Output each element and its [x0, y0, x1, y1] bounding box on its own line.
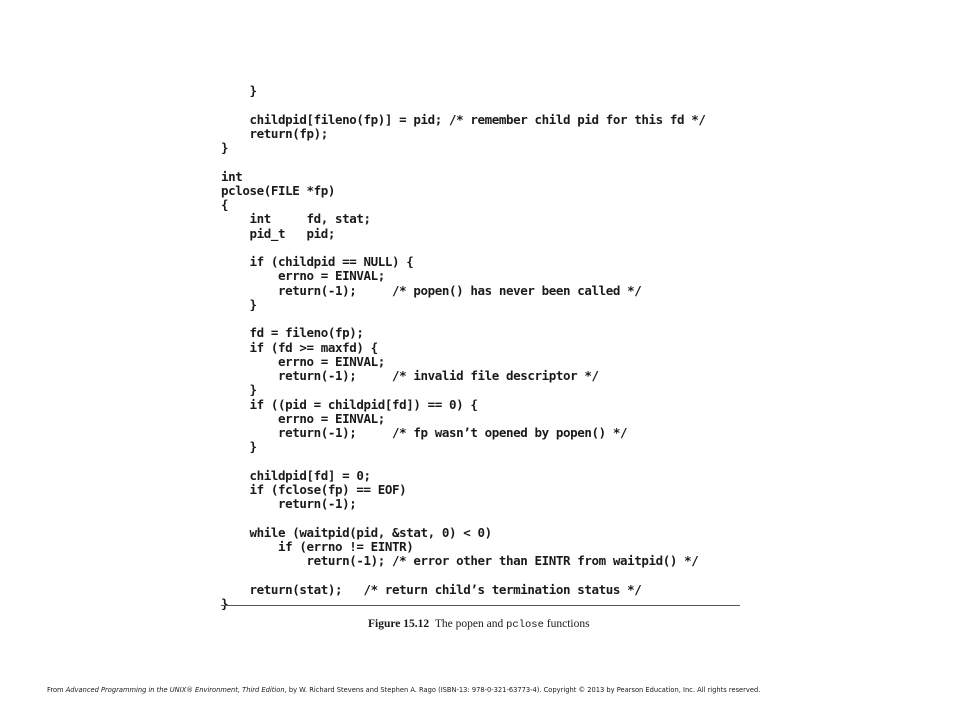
code-line: return(fp); — [221, 125, 328, 141]
code-line: pclose(FILE *fp) — [221, 182, 336, 198]
code-line: } — [221, 439, 257, 455]
code-line: return(-1); /* fp wasn’t opened by popen() */ — [221, 425, 628, 440]
code-line: } — [221, 296, 257, 312]
caption-text-before: The popen and — [434, 618, 507, 630]
code-line: childpid[fd] = 0; — [221, 467, 371, 483]
code-line: return(stat); /* return child’s termination status */ — [221, 581, 642, 597]
copyright-footer — [47, 686, 760, 694]
code-listing — [221, 84, 741, 611]
code-line: int — [221, 168, 243, 184]
code-line — [221, 98, 741, 112]
code-line: return(-1); — [221, 496, 357, 512]
code-line: fd = fileno(fp); — [221, 325, 364, 341]
code-line: childpid[fileno(fp)] = pid; /* remember child pid for this fd */ — [221, 111, 706, 127]
code-line — [221, 241, 741, 255]
code-line: if (fd >= maxfd) { — [221, 339, 378, 355]
code-line: errno = EINVAL; — [221, 353, 385, 369]
figure-divider — [221, 605, 740, 606]
code-line — [221, 512, 741, 526]
code-line: } — [221, 596, 229, 611]
code-line — [221, 312, 741, 326]
code-line: } — [221, 382, 257, 398]
code-line: errno = EINVAL; — [221, 410, 385, 426]
code-line — [221, 455, 741, 469]
caption-code-word: pclose — [506, 619, 544, 631]
code-line: { — [221, 197, 229, 212]
code-line: } — [221, 83, 257, 98]
code-line: if (childpid == NULL) { — [221, 254, 414, 269]
figure-caption — [368, 618, 590, 631]
caption-text-after: functions — [543, 618, 590, 630]
code-line: pid_t pid; — [221, 225, 336, 241]
code-line — [221, 569, 741, 583]
code-line — [221, 155, 741, 169]
footer-book-title: Advanced Programming in the UNIX® Environment, Third Edition — [65, 686, 285, 694]
code-line: return(-1); /* popen() has never been called */ — [221, 282, 642, 298]
code-line: return(-1); /* error other than EINTR from waitpid() */ — [221, 553, 699, 569]
code-line: if (fclose(fp) == EOF) — [221, 482, 407, 497]
code-line: } — [221, 140, 229, 155]
figure-number: Figure 15.12 — [368, 618, 430, 630]
code-line: return(-1); /* invalid file descriptor */ — [221, 368, 599, 383]
code-line: errno = EINVAL; — [221, 268, 385, 284]
code-line: if (errno != EINTR) — [221, 539, 414, 554]
code-line: if ((pid = childpid[fd]) == 0) { — [221, 396, 478, 412]
footer-prefix: From — [47, 686, 66, 694]
footer-rest: , by W. Richard Stevens and Stephen A. Rago (ISBN-13: 978-0-321-63773-4). Copyright © 2013 by Pearson Education, Inc. All rights reserved. — [284, 686, 761, 694]
code-line: while (waitpid(pid, &stat, 0) < 0) — [221, 524, 492, 540]
code-line: int fd, stat; — [221, 211, 371, 227]
